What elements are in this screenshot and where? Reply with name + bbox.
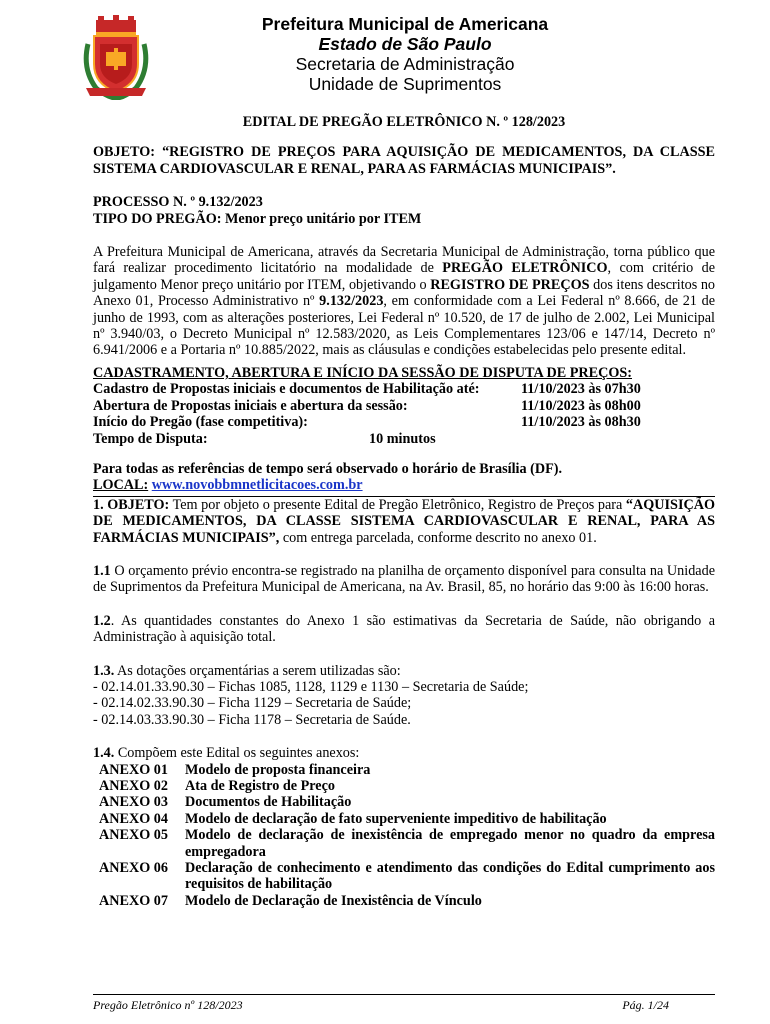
section1-number: 1. OBJETO:	[93, 496, 170, 513]
annex-title: Modelo de Declaração de Inexistência de Vínculo	[185, 892, 482, 909]
schedule-row	[93, 381, 715, 397]
annex-key: ANEXO 01	[99, 761, 168, 778]
coat-of-arms-icon	[78, 14, 154, 100]
schedule-value: 11/10/2023 às 08h00	[521, 397, 641, 414]
tipo-label: TIPO DO PREGÃO	[93, 210, 217, 227]
dotacao-item: - 02.14.02.33.90.30 – Ficha 1129 – Secretaria de Saúde;	[93, 695, 412, 712]
objeto-paragraph: OBJETO: “REGISTRO DE PREÇOS PARA AQUISIÇÃO DE MEDICAMENTOS, DA CLASSE SISTEMA CARDIOVASCULAR E RENAL, PARA AS FARMÁCIAS MUNICIPAIS”.	[93, 144, 715, 177]
annex-item	[93, 794, 715, 810]
annex-key: ANEXO 06	[99, 860, 168, 877]
annex-list	[93, 762, 715, 910]
section1-text2: com entrega parcelada, conforme descrito no anexo 01.	[279, 529, 597, 546]
local-line	[93, 477, 715, 493]
sessao-schedule	[93, 381, 715, 447]
tipo-value: : Menor preço unitário por ITEM	[216, 210, 422, 227]
section-1-2	[93, 613, 715, 646]
section-1-4	[93, 745, 715, 761]
annex-title: Declaração de conhecimento e atendimento das condições do Edital cumprimento aos requisitos de habilitação	[185, 860, 715, 893]
schedule-label: Abertura de Propostas iniciais e abertura da sessão:	[93, 397, 408, 414]
schedule-label: Cadastro de Propostas iniciais e documentos de Habilitação até:	[93, 381, 480, 398]
section-1-1	[93, 563, 715, 596]
annex-key: ANEXO 02	[99, 778, 168, 794]
dotacao-item: - 02.14.01.33.90.30 – Fichas 1085, 1128, 1129 e 1130 – Secretaria de Saúde;	[93, 678, 529, 695]
intro-text-1: A Prefeitura Municipal de Americana, através da Secretaria Municipal de Administração, torna público que fará realizar procedimento licitatório na modalidade de	[93, 244, 715, 277]
annex-title: Modelo de proposta financeira	[185, 761, 371, 778]
section-1-3	[93, 663, 715, 679]
annex-key: ANEXO 03	[99, 794, 168, 811]
tempo-label: Tempo de Disputa:	[93, 430, 208, 447]
annex-title: Documentos de Habilitação	[185, 794, 352, 811]
section1-text1: Tem por objeto o presente Edital de Pregão Eletrônico, Registro de Preços para	[169, 496, 626, 513]
dotacao-item: - 02.14.03.33.90.30 – Ficha 1178 – Secretaria de Saúde.	[93, 711, 411, 728]
edital-title: EDITAL DE PREGÃO ELETRÔNICO N. º 128/2023	[242, 114, 566, 130]
header-line4: Unidade de Suprimentos	[308, 74, 502, 94]
header-text-block	[175, 14, 635, 94]
header-line1: Prefeitura Municipal de Americana	[261, 14, 549, 34]
annex-item	[93, 893, 715, 909]
annex-title: Modelo de declaração de fato superveniente impeditivo de habilitação	[185, 810, 607, 827]
s11-text: O orçamento prévio encontra-se registrado na planilha de orçamento disponível para consulta na Unidade de Suprimentos da Prefeitura Municipal de Americana, na Av. Brasil, 85, no horário das 9:00 às 16:00 horas.	[93, 562, 715, 596]
sessao-heading: CADASTRAMENTO, ABERTURA E INÍCIO DA SESSÃO DE DISPUTA DE PREÇOS:	[93, 364, 632, 381]
tipo-pregao	[93, 211, 715, 227]
intro-text-2: , com critério de julgamento Menor preço unitário por ITEM, objetivando o	[93, 260, 715, 293]
intro-paragraph	[93, 244, 715, 359]
document-body	[93, 110, 715, 909]
schedule-row	[93, 414, 715, 430]
footer-doc-ref: Pregão Eletrônico nº 128/2023	[93, 998, 243, 1012]
schedule-row-tempo	[93, 431, 715, 447]
local-link[interactable]: www.novobbmnetlicitacoes.com.br	[151, 477, 363, 494]
schedule-value: 11/10/2023 às 08h30	[521, 414, 641, 431]
processo-number: PROCESSO N. º 9.132/2023	[93, 194, 263, 211]
local-label: LOCAL:	[93, 477, 149, 494]
annex-key: ANEXO 05	[99, 827, 168, 844]
tempo-value: 10 minutos	[369, 430, 436, 447]
schedule-label: Início do Pregão (fase competitiva):	[93, 414, 308, 431]
annex-item	[93, 811, 715, 827]
intro-text-4: , em conformidade com a Lei Federal nº 8.666, de 21 de junho de 1993, com as alterações posteriores, Lei Federal nº 10.520, de 17 de julho de 2.002, Lei Municipal nº 3.940/03, o Decreto Municipal nº 12.583/2020, as Leis Complementares 123/06 e 147/14, Decreto nº 6.941/2006 e a Portaria nº 10.885/2022, mais as cláusulas e condições estabelecidas pelo presente edital.	[93, 293, 715, 359]
annex-key: ANEXO 04	[99, 810, 168, 827]
annex-title: Modelo de declaração de inexistência de empregado menor no quadro da empresa empregadora	[185, 827, 715, 860]
schedule-row	[93, 398, 715, 414]
header-line3: Secretaria de Administração	[295, 54, 515, 74]
s11-number: 1.1	[93, 562, 111, 579]
annex-item	[93, 860, 715, 893]
s12-text: . As quantidades constantes do Anexo 1 são estimativas da Secretaria de Saúde, não obrigando a Administração à aquisição total.	[93, 612, 715, 646]
schedule-value: 11/10/2023 às 07h30	[521, 381, 641, 398]
intro-bold-3: 9.132/2023	[319, 293, 384, 310]
s14-number: 1.4.	[93, 745, 115, 762]
annex-item	[93, 778, 715, 794]
page-footer	[93, 994, 715, 1012]
annex-item	[93, 827, 715, 860]
section1-bold: “AQUISIÇÃO DE MEDICAMENTOS, DA CLASSE SISTEMA CARDIOVASCULAR E RENAL, PARA AS FARMÁCIAS MUNICIPAIS”,	[93, 496, 715, 546]
intro-bold-2: REGISTRO DE PREÇOS	[430, 276, 590, 293]
s12-number: 1.2	[93, 612, 111, 629]
s13-text: As dotações orçamentárias a serem utilizadas são:	[114, 662, 401, 679]
s13-number: 1.3.	[93, 662, 115, 679]
intro-bold-1: PREGÃO ELETRÔNICO	[442, 260, 608, 277]
annex-key: ANEXO 07	[99, 892, 168, 909]
annex-title: Ata de Registro de Preço	[185, 778, 335, 794]
page-header	[0, 0, 770, 110]
footer-page-number: Pág. 1/24	[622, 998, 669, 1012]
header-line2: Estado de São Paulo	[318, 34, 492, 54]
annex-item	[93, 762, 715, 778]
intro-text-3: dos itens descritos no Anexo 01, Processo Administrativo nº	[93, 276, 716, 310]
s14-text: Compõem este Edital os seguintes anexos:	[114, 745, 360, 762]
section1-paragraph	[93, 497, 715, 546]
horario-note: Para todas as referências de tempo será observado o horário de Brasília (DF).	[93, 460, 563, 477]
